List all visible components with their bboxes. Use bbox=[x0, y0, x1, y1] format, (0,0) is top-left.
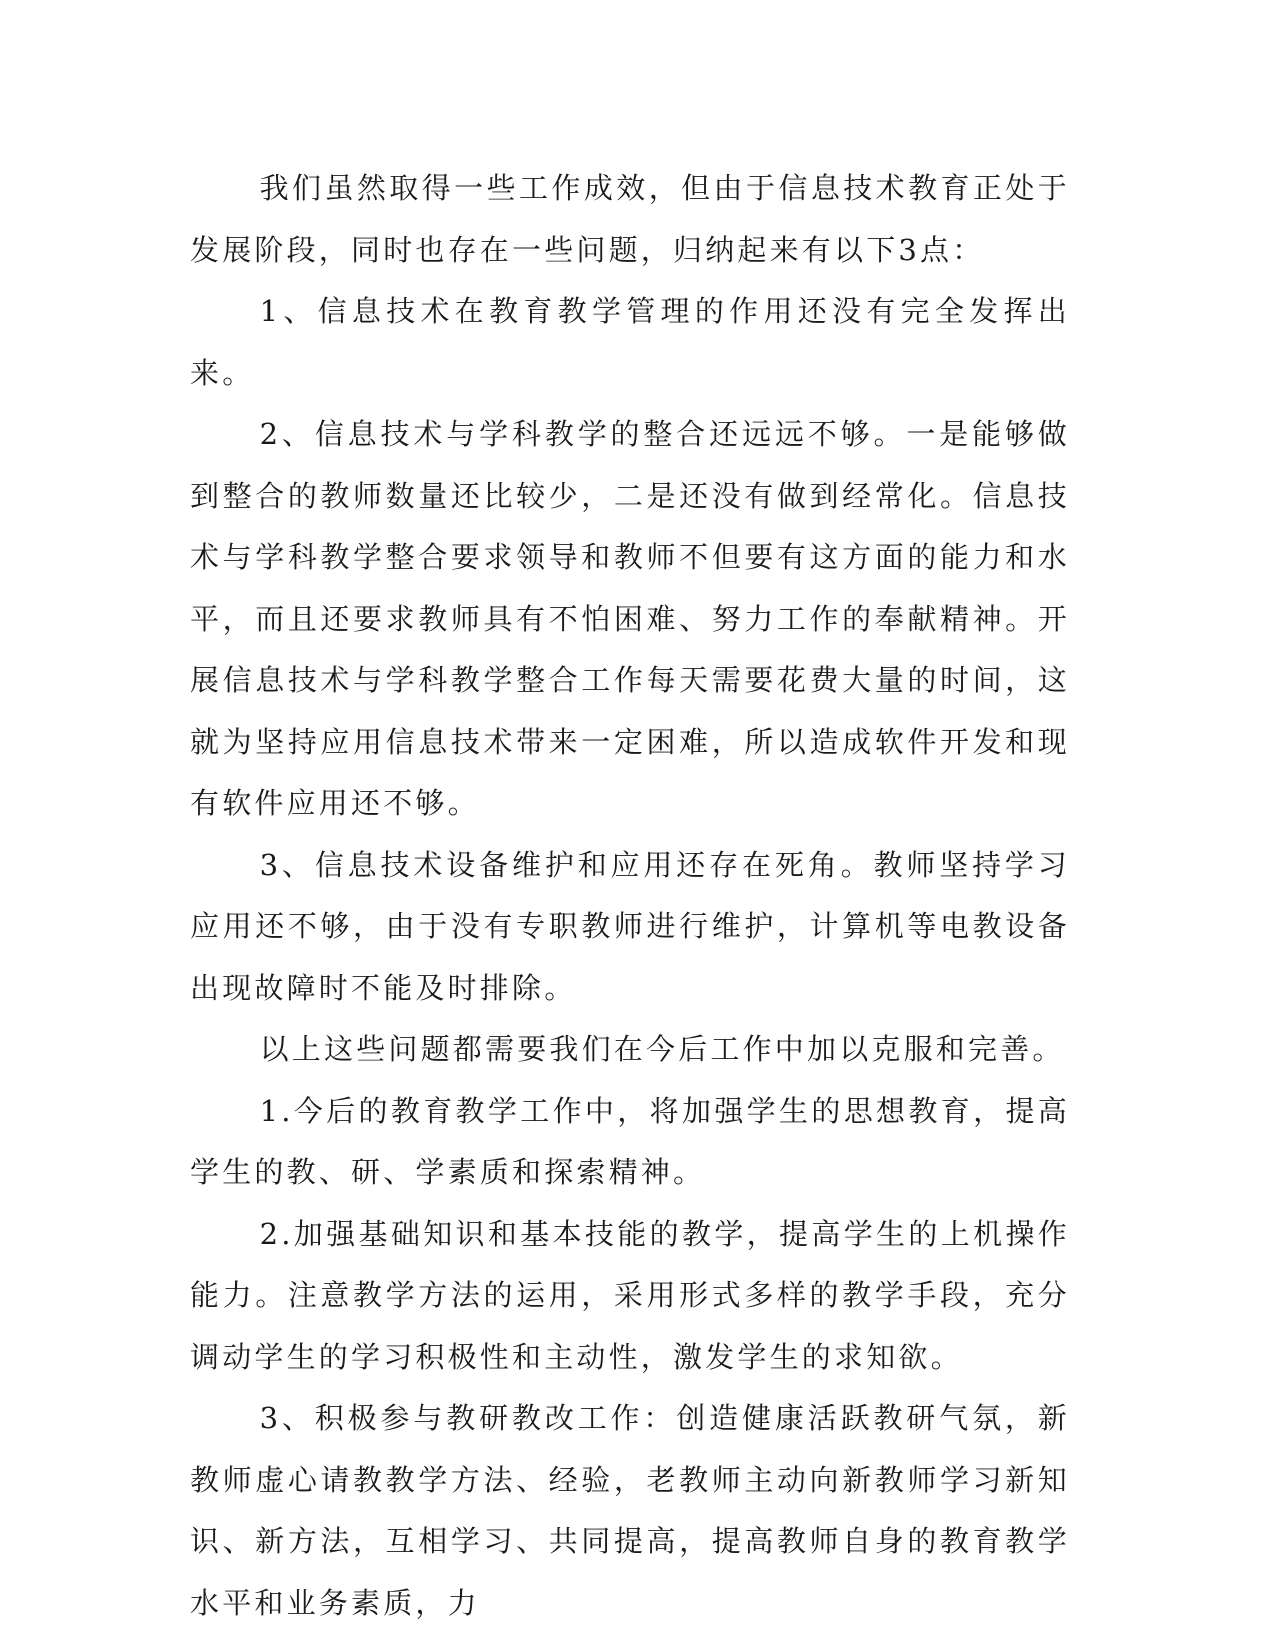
paragraph-transition: 以上这些问题都需要我们在今后工作中加以克服和完善。 bbox=[259, 1032, 1065, 1066]
paragraph-plan-3: 3、积极参与教研教改工作：创造健康活跃教研气氛，新教师虚心请教教学方法、经验，老教师主动向新教师学习新知识、新方法，互相学习、共同提高，提高教师自身的教育教学水平和业务素质，力 bbox=[190, 1401, 1070, 1620]
paragraph-problem-2: 2、信息技术与学科教学的整合还远远不够。一是能够做到整合的教师数量还比较少，二是还没有做到经常化。信息技术与学科教学整合要求领导和教师不但要有这方面的能力和水平，而且还要求教师具有不怕困难、努力工作的奉献精神。开展信息技术与学科教学整合工作每天需要花费大量的时间，这就为坚持应用信息技术带来一定困难，所以造成软件开发和现有软件应用还不够。 bbox=[190, 417, 1070, 820]
paragraph-problem-1: 1、信息技术在教育教学管理的作用还没有完全发挥出来。 bbox=[190, 294, 1070, 390]
paragraph-problem-3: 3、信息技术设备维护和应用还存在死角。教师坚持学习应用还不够，由于没有专职教师进行维护，计算机等电教设备出现故障时不能及时排除。 bbox=[190, 847, 1070, 1005]
paragraph-plan-1: 1.今后的教育教学工作中，将加强学生的思想教育，提高学生的教、研、学素质和探索精神。 bbox=[190, 1093, 1070, 1189]
paragraph-summary: 我们虽然取得一些工作成效，但由于信息技术教育正处于发展阶段，同时也存在一些问题，归纳起来有以下3点： bbox=[190, 171, 1070, 267]
paragraph-plan-2: 2.加强基础知识和基本技能的教学，提高学生的上机操作能力。注意教学方法的运用，采用形式多样的教学手段，充分调动学生的学习积极性和主动性，激发学生的求知欲。 bbox=[190, 1216, 1070, 1374]
document-body bbox=[190, 158, 1070, 1634]
